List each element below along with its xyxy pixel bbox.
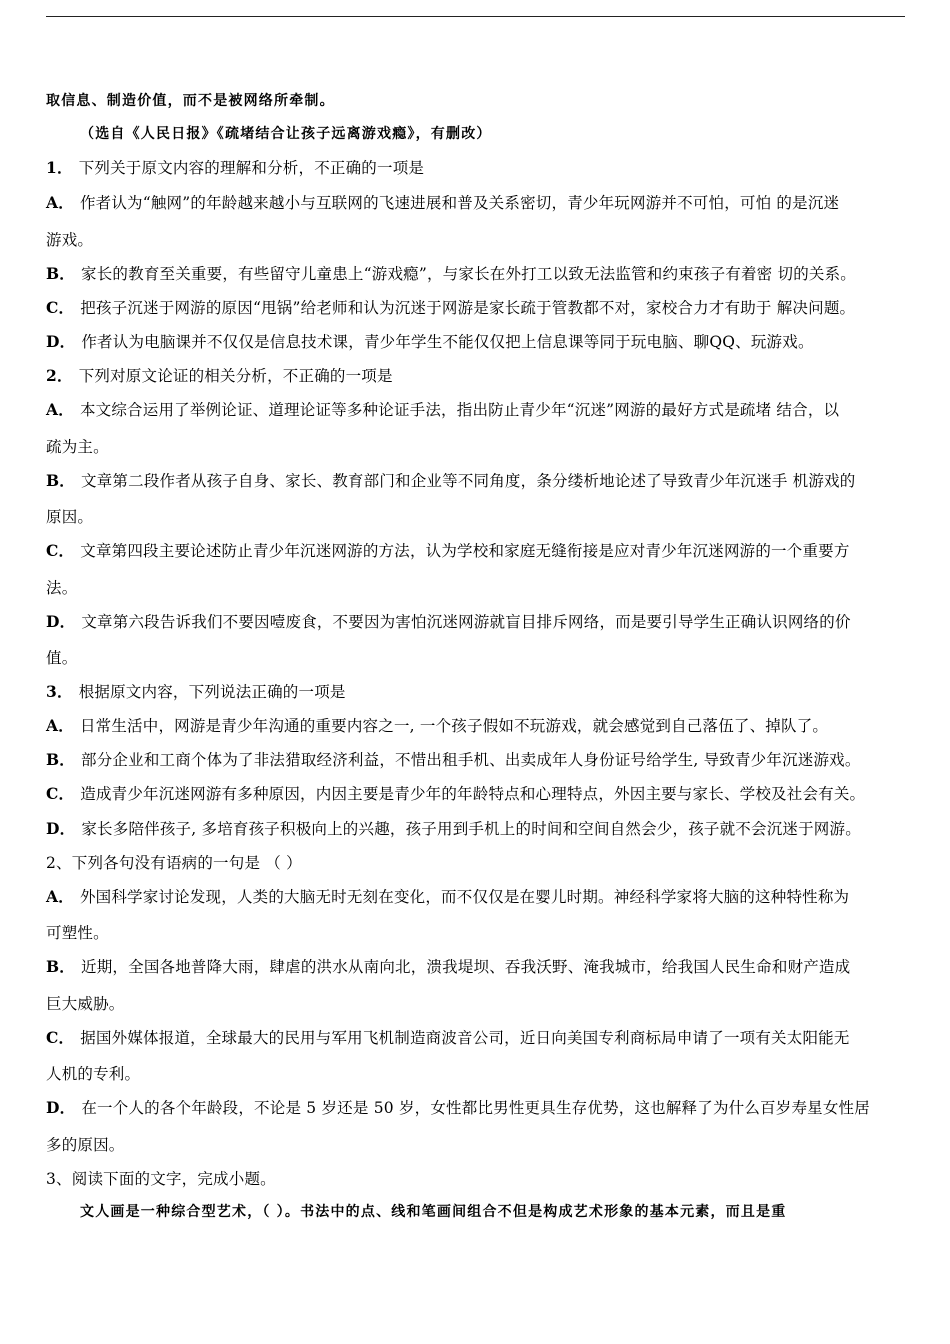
option-line (46, 957, 850, 977)
line-text: 下列关于原文内容的理解和分析，不正确的一项是 (78, 159, 425, 177)
item-label: D． (46, 819, 76, 838)
option-line (46, 1098, 870, 1118)
item-label: C． (46, 541, 75, 560)
line-text: 家长多陪伴孩子, 多培育孩子积极向上的兴趣，孩子用到手机上的时间和空间自然会少，孩子就不会沉迷于网游。 (81, 820, 861, 838)
option-line (46, 264, 856, 284)
line-text: 把孩子沉迷于网游的原因“甩锅”给老师和认为沉迷于网游是家长疏于管教都不对，家校合力才有助于 解决问题。 (80, 299, 856, 317)
line-text: 造成青少年沉迷网游有多种原因，内因主要是青少年的年龄特点和心理特点，外因主要与家长、学校及社会有关。 (80, 785, 866, 803)
continuation-line (46, 507, 93, 527)
line-text: 2、下列各句没有语病的一句是 （ ） (46, 854, 302, 872)
line-text: 原因。 (46, 508, 94, 526)
item-label: B． (46, 957, 76, 976)
option-line (46, 819, 861, 839)
item-label: C． (46, 1028, 75, 1047)
question-line (46, 158, 424, 178)
line-text: 本文综合运用了举例论证、道理论证等多种论证手法，指出防止青少年“沉迷”网游的最好方式是疏堵 结合，以 (79, 401, 840, 419)
continuation-line (46, 437, 109, 457)
line-text: 在一个人的各个年龄段，不论是 5 岁还是 50 岁，女性都比男性更具生存优势，这也解释了为什么百岁寿星女性居 (81, 1099, 870, 1117)
option-line (46, 784, 865, 804)
line-text: 取信息、制造价值，而不是被网络所牵制。 (46, 93, 335, 109)
line-text: 外国科学家讨论发现，人类的大脑无时无刻在变化，而不仅仅是在婴儿时期。神经科学家将大脑的这种特性称为 (79, 888, 850, 906)
item-label: A． (46, 400, 74, 419)
item-label: C． (46, 298, 75, 317)
option-line (46, 1028, 850, 1048)
line-text: 日常生活中，网游是青少年沟通的重要内容之一, 一个孩子假如不玩游戏，就会感觉到自己落伍了、掉队了。 (79, 717, 829, 735)
line-text: 巨大威胁。 (46, 995, 125, 1013)
line-text: 据国外媒体报道，全球最大的民用与军用飞机制造商波音公司，近日向美国专利商标局申请了一项有关太阳能无 (80, 1029, 850, 1047)
continuation-line (46, 923, 109, 943)
question-line (46, 682, 346, 702)
option-line (46, 471, 855, 491)
item-label: 1． (46, 158, 73, 177)
header-rule (46, 16, 905, 17)
item-label: A． (46, 887, 74, 906)
line-text: 作者认为“触网”的年龄越来越小与互联网的飞速进展和普及关系密切，青少年玩网游并不可怕，可怕 的是沉迷 (79, 194, 840, 212)
line-text: 游戏。 (46, 231, 94, 249)
option-line (46, 332, 814, 352)
line-text: 可塑性。 (46, 924, 109, 942)
item-label: 2． (46, 366, 73, 385)
line-text: 人机的专利。 (46, 1065, 141, 1083)
item-label: C． (46, 784, 75, 803)
line-text: 根据原文内容，下列说法正确的一项是 (78, 683, 346, 701)
line-text: 家长的教育至关重要，有些留守儿童患上“游戏瘾”，与家长在外打工以致无法监管和约束孩子有着密 切的关系。 (81, 265, 856, 283)
article-line (80, 124, 492, 144)
line-text: （选自《人民日报》《疏堵结合让孩子远离游戏瘾》，有删改） (80, 126, 492, 142)
continuation-line (46, 230, 93, 250)
text-line (46, 1169, 276, 1189)
line-text: 文章第六段告诉我们不要因噎废食，不要因为害怕沉迷网游就盲目排斥网络，而是要引导学生正确认识网络的价 (81, 613, 851, 631)
line-text: 作者认为电脑课并不仅仅是信息技术课，青少年学生不能仅仅把上信息课等同于玩电脑、聊QQ、玩游戏。 (81, 333, 814, 351)
option-line (46, 541, 850, 561)
option-line (46, 716, 828, 736)
continuation-line (46, 578, 77, 598)
item-label: A． (46, 716, 74, 735)
line-text: 3、阅读下面的文字，完成小题。 (46, 1170, 276, 1188)
item-label: D． (46, 612, 76, 631)
line-text: 文章第四段主要论述防止青少年沉迷网游的方法，认为学校和家庭无缝衔接是应对青少年沉迷网游的一个重要方 (80, 542, 850, 560)
continuation-line (46, 1064, 140, 1084)
item-label: D． (46, 1098, 76, 1117)
line-text: 下列对原文论证的相关分析，不正确的一项是 (78, 367, 393, 385)
item-label: B． (46, 471, 76, 490)
item-label: A． (46, 193, 74, 212)
option-line (46, 612, 851, 632)
line-text: 值。 (46, 649, 78, 667)
line-text: 疏为主。 (46, 438, 109, 456)
article-line (46, 91, 335, 111)
line-text: 文人画是一种综合型艺术，（ ）。书法中的点、线和笔画间组合不但是构成艺术形象的基本元素，而且是重 (80, 1204, 787, 1220)
option-line (46, 887, 849, 907)
line-text: 部分企业和工商个体为了非法猎取经济利益，不惜出租手机、出卖成年人身份证号给学生, 导致青少年沉迷游戏。 (81, 751, 861, 769)
option-line (46, 193, 839, 213)
line-text: 文章第二段作者从孩子自身、家长、教育部门和企业等不同角度，条分缕析地论述了导致青少年沉迷手 机游戏的 (81, 472, 856, 490)
text-line (46, 853, 302, 873)
question-line (46, 366, 393, 386)
line-text: 多的原因。 (46, 1136, 125, 1154)
item-label: B． (46, 264, 76, 283)
line-text: 法。 (46, 579, 78, 597)
article-line (80, 1202, 786, 1222)
continuation-line (46, 994, 125, 1014)
item-label: D． (46, 332, 76, 351)
continuation-line (46, 648, 77, 668)
option-line (46, 750, 861, 770)
option-line (46, 400, 839, 420)
continuation-line (46, 1135, 125, 1155)
line-text: 近期，全国各地普降大雨，肆虐的洪水从南向北，溃我堤坝、吞我沃野、淹我城市，给我国人民生命和财产造成 (81, 958, 851, 976)
option-line (46, 298, 855, 318)
item-label: B． (46, 750, 76, 769)
item-label: 3． (46, 682, 73, 701)
